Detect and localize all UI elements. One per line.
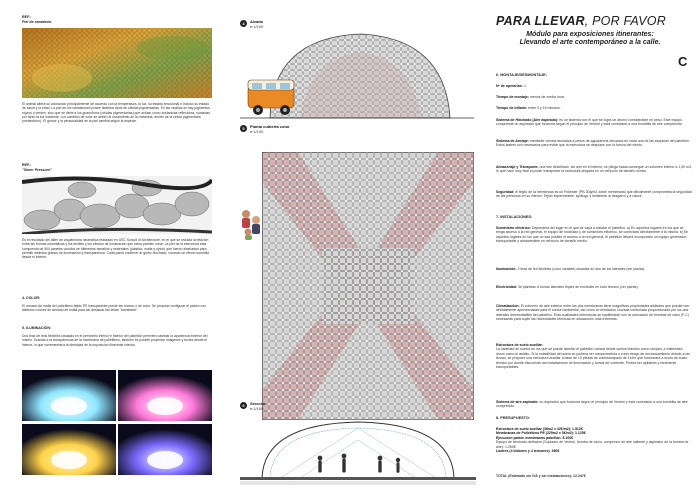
operarios-label: Nº de operarios:	[496, 84, 523, 88]
almacenaje-text: una vez desinflado, sin aire en el interior, se pliega hasta conseguir un volumen inferior a 1,00 m3, lo que hace muy fácil el poder transportar la estructura plegada en un vehículo de tamaño medio.	[496, 165, 692, 174]
aire-aspirado-text: un aspirador que funciona según el principio de Venturi y está conectado a una bombilla de aire comprimido.	[496, 400, 688, 409]
project-title	[496, 14, 666, 28]
climatizacion-text: El volumen de aire exterior entre las dos membranas tiene magnificas propiedades aislantes que pueden ser debidamente aprovechadas para el confort ambiental, así como la ventilación cruzada controlada proporcionada por los dos laterales desmontables del pabellón. Esta cualidades intrínsecas se equilibrarán con la colocación de bombas de calor (F-C) necesarias para suplir las necesidades térmicas en situaciones más extremas.	[496, 304, 690, 322]
presupuesto-total: TOTAL (Estimado sin IVA y sin instalaciones): 12.347€	[496, 474, 586, 478]
chameleon-skin-photo	[22, 28, 212, 98]
project-subtitle	[500, 31, 680, 47]
suelo-auxiliar-label: Estructura de suelo auxiliar:	[496, 343, 544, 347]
presupuesto-item: Estructura de suelo auxiliar (36m2 x 42€/m2): 1.512€	[496, 427, 583, 431]
alzado-title: Alzado	[250, 19, 264, 24]
operarios-value: 1.	[523, 84, 527, 88]
iluminacion-label: Iluminación:	[496, 267, 517, 271]
aire-aspirado-label: Sistema de aire aspirado:	[496, 400, 539, 404]
ref2-title: REF.:	[22, 163, 31, 167]
hinchado-label: Sistema de Hinchado (Aire aspirado):	[496, 118, 559, 122]
people-icon	[240, 208, 264, 240]
subtitle-line2: Llevando el arte contemporáneo a la calle.	[519, 39, 661, 46]
left-column	[0, 0, 232, 495]
montaje-time-value: menos de media hora.	[529, 95, 565, 99]
planta-scale: e:1/100	[250, 129, 264, 134]
suministro-text: Dependerá del lugar en el que se vaya a instalar el pabellón. a) En aquellos lugares en los que se tenga acceso a la red general, el equipo de hinchado y de suministro eléctrico, se conectará directamente a la misma. b) En aquellos lugares en los que no sea posible el acceso a la red general, el pabellón llevará incorporado un equipo generador, transportable y almacenable en vehículo de tamaño medio.	[496, 226, 689, 244]
montaje-time-line	[496, 95, 692, 99]
suministro-label: Suministro eléctrico:	[496, 226, 531, 230]
almacenaje-paragraph	[496, 165, 692, 174]
climatizacion-paragraph	[496, 304, 692, 322]
ref1-title: REF.:	[22, 15, 31, 19]
chameleon-description: El animal altera su coloración principalmente de acuerdo con la temperatura, la luz, su estado emocional e incluso su estado de salud y la edad. La piel de los camaleones posee distintos tipos de células pigmentarias. En las cepillas se hay pigmentos rojizos o verdes, sino que se debe a los guanóforos (células pigmentarias) que actúan como sustancias reflectoras, sumadas por tanto la luz incidente. Los cambios de color se deben al movimiento de la melanina, dentro de la célula pigmentaria (melanóforo). El grosor y la personalidad de la piel cambia según la especie.	[22, 102, 210, 124]
presupuesto-list	[496, 427, 692, 453]
presupuesto-item: Lastres (4 bidones y 4 tensores): 360€	[496, 449, 560, 454]
alzado-number: 4	[240, 20, 247, 27]
ref1-subtitle: Piel de camaleón.	[22, 19, 53, 24]
inflado-time-value: entre 3 y 15 minutos.	[528, 106, 561, 110]
lighting-renders	[22, 370, 212, 475]
montaje-heading: 6. MONTAJE/DESMONTAJE:	[496, 73, 547, 77]
climatizacion-label: Climatización:	[496, 304, 520, 308]
iluminacion-paragraph	[496, 267, 692, 271]
planta-roof-plan	[262, 152, 474, 420]
aire-aspirado-paragraph	[496, 400, 692, 409]
ref1-heading	[22, 15, 52, 24]
suelo-auxiliar-text: La variedad de suelos en los que se puede asentar el pabellón variará desde suelos blandos como césped, a materiales duros como el asfalto. Si la estabilidad del suelo se pudiera ver comprometida o crear riesgo de encharcamiento debido a las lluvias, se propone una estructura auxiliar a base de 10 piezas de contrachapado de 1x2m que funcionará a modo de suelo técnico por donde discurrirán las instalaciones de iluminación y tomas de corriente. Podría ser apilables y fácilmente transportables.	[496, 347, 690, 370]
seccion-title: Sección	[250, 401, 266, 406]
almacenaje-label: Almacenaje y Transporte:	[496, 165, 539, 169]
electricidad-paragraph	[496, 285, 692, 289]
suelo-auxiliar-paragraph	[496, 343, 692, 369]
anclaje-paragraph	[496, 139, 692, 148]
instalaciones-heading: 7. INSTALACIONES:	[496, 215, 533, 219]
ref2-subtitle: "Sheer Pressure"	[22, 167, 52, 172]
seguridad-label: Seguridad:	[496, 190, 515, 194]
seccion-label	[250, 401, 265, 411]
presupuesto-heading: 8. PRESUPUESTO:	[496, 416, 531, 420]
seccion-scale: e:1/100	[250, 406, 264, 411]
electricidad-label: Electricidad:	[496, 285, 518, 289]
alzado-elevation-drawing	[240, 28, 474, 120]
title-suffix: , POR FAVOR	[584, 14, 666, 28]
color-text: El armado de malla del polietileno tejido PE transparente puede ser blanco o de color. Se propone configurar el patrón con distintos colores de armado de malla para así destacar las letras "transitarte".	[22, 304, 206, 313]
planta-number: 5	[240, 125, 247, 132]
planta-label	[250, 124, 290, 134]
inflado-time-label: Tiempo de inflado:	[496, 106, 528, 110]
iluminacion-text: 2 tiras de led flexibles (color variable) situadas en dos de los laterales (ver planta).	[517, 267, 646, 271]
seguridad-paragraph	[496, 190, 692, 199]
anclaje-label: Sistema de Anclaje:	[496, 139, 529, 143]
hinchado-text: es un sistema con el que se logra un ahorro considerable en peso. Este equipo comprende un aspirador que funciona según el principio de Venturi y está conectado a una bombilla de aire comprimido.	[496, 118, 683, 127]
people-silhouettes-icon	[318, 454, 401, 473]
sheet-letter: C	[678, 54, 688, 69]
ref2-heading	[22, 163, 52, 172]
operarios-line	[496, 84, 692, 88]
lighting-text: Dos tiras de leds flexibles situadas en el perímetro inferior e interior del pabellón permiten cambiar la apariencia exterior del mismo. Gracias a la transparencia de la membrana de polietileno, también es posible proyectar imágenes y textos desde el interior, lo que incrementaría la identidad de la exposición itinerante interior.	[22, 334, 208, 347]
planta-title: Planta cubierta color	[250, 124, 290, 129]
color-heading: 4. COLOR:	[22, 296, 41, 300]
hinchado-paragraph	[496, 118, 692, 127]
title-main: PARA LLEVAR	[496, 14, 585, 28]
electricidad-text: 3e plantean 6 tomas laterales triples de enchufes en todo técnico (ver planta).	[518, 285, 639, 289]
suministro-paragraph	[496, 226, 692, 244]
alzado-scale: e:1/100	[250, 24, 264, 29]
seccion-number: 6	[240, 402, 247, 409]
anclaje-text: mediante vientos tensados a pesos de agua/arena ubicados en cada una de las esquinas del pabellón. Estos lastres son necesarios para evitar que la estructura se desplace con la fuerza del viento.	[496, 139, 690, 148]
lighting-heading: 5. ILUMINACIÓN:	[22, 326, 52, 330]
presupuesto-item: Membranas de Polietileno PE (225m2 x 5€/m2): 1.125€	[496, 431, 586, 436]
subtitle-line1: Módulo para exposiciones itinerantes:	[526, 31, 654, 38]
inflado-time-line	[496, 106, 692, 110]
sheer-pressure-description: Es el resultado del taller de arquitectura neumática realizado en USC School of Architecture, en el que se estudia la relación entre las formas neumáticas y los textiles y los efectos de iluminación que éstos pueden crear. La piel de la estructura está compuesta de 500 paneles cosidos de diferentes tamaños y materiales (plástico, malla y nylon) que fueron diseñados para permitir distintos grados de iluminación y transparencia. Cada panel contiene un globo hinchado, creando un efecto bombilla desde el interior.	[22, 238, 209, 260]
montaje-time-label: Tiempo de montaje:	[496, 95, 529, 99]
presupuesto-item: Ejecución patrón membranas pabellón: 8.100€	[496, 435, 574, 440]
seccion-section-drawing	[240, 420, 476, 486]
seguridad-text: el tejido de la membrana es un Poliester (PB-30g/m2 doble membrana) que difícilmente comprometa la seguridad de las personas en su interior. Tejido impermeable, ignífugo y resistente al desgarro y a rotura.	[496, 190, 692, 199]
sheer-pressure-photo	[22, 176, 212, 234]
presupuesto-item: Equipo de hinchado-deflación (Soplador de Venturi, bomba de vacío, compresor de aire caliente y aspirador de la bomba de aire): 1.250€	[496, 440, 689, 449]
